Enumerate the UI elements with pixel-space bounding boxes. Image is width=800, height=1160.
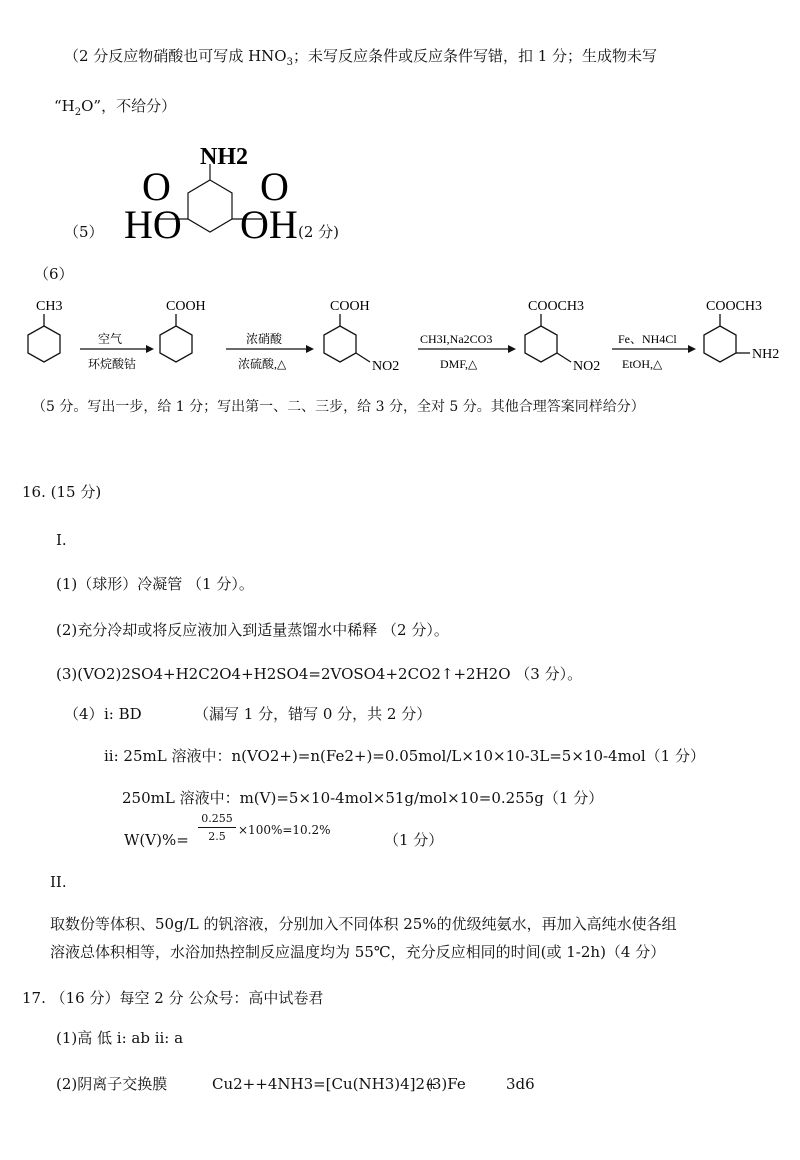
q17-line2-d: 3d6 bbox=[506, 1075, 535, 1093]
compound-4-substituent: NO2 bbox=[573, 359, 601, 374]
q16-answer-3: (3)(VO2)2SO4+H2C2O4+H2SO4=2VOSO4+2CO2↑+2H2O （3 分）。 bbox=[56, 665, 583, 683]
arrow-4-top: Fe、NH4Cl bbox=[618, 332, 677, 346]
arrow-1-bottom: 环烷酸钴 bbox=[88, 357, 137, 371]
q16-w-rest: ×100%=10.2% bbox=[238, 823, 331, 837]
q15-5-o2: O bbox=[260, 164, 289, 209]
q17-line2-c: (3)Fe bbox=[426, 1075, 466, 1093]
arrow-3-top: CH3I,Na2CO3 bbox=[420, 332, 493, 346]
q15-6-route bbox=[0, 290, 800, 390]
q15-6-label: （6） bbox=[34, 265, 74, 283]
q16-w-fraction bbox=[198, 812, 236, 843]
q16-part-ii: II. bbox=[50, 873, 67, 891]
q16-heading: 16. (15 分) bbox=[22, 483, 102, 501]
q16-answer-4-i: i: BD bbox=[104, 705, 142, 723]
q16-ii-line1: 取数份等体积、50g/L 的钒溶液，分别加入不同体积 25%的优级纯氨水，再加入高纯水使各组 bbox=[50, 915, 677, 933]
arrow-2-top: 浓硝酸 bbox=[246, 332, 283, 346]
q15-note-line2: “$H_2O$”，不给分） bbox=[54, 97, 177, 118]
q16-ii-line2: 溶液总体积相等，水浴加热控制反应温度均为 55℃，充分反应相同的时间(或 1-2h)（4 分） bbox=[50, 943, 666, 961]
compound-2-label: COOH bbox=[166, 299, 206, 314]
compound-4-label: COOCH3 bbox=[528, 299, 585, 314]
q16-w-denominator: 2.5 bbox=[198, 827, 236, 843]
q17-line1: (1)高 低 i: ab ii: a bbox=[56, 1029, 184, 1047]
q15-5-score: (2 分) bbox=[298, 223, 340, 241]
q15-6-note: （5 分。写出一步，给 1 分；写出第一、二、三步，给 3 分，全对 5 分。其他合理答案同样给分） bbox=[32, 399, 645, 415]
compound-5-label: COOCH3 bbox=[706, 299, 763, 314]
q16-w-label: W(V)%= bbox=[124, 831, 189, 849]
q17-heading: 17. （16 分）每空 2 分 公众号：高中试卷君 bbox=[22, 989, 324, 1007]
q15-5-structure bbox=[120, 140, 300, 250]
arrow-2-bottom: 浓硫酸,△ bbox=[238, 357, 287, 371]
q15-5-oh: OH bbox=[240, 202, 298, 247]
q16-answer-4-i-note: （漏写 1 分，错写 0 分，共 2 分） bbox=[194, 705, 432, 723]
q16-w-numerator: 0.255 bbox=[201, 812, 233, 825]
q16-part-i: I. bbox=[56, 531, 67, 549]
compound-3-substituent: NO2 bbox=[372, 359, 400, 374]
q16-answer-4-iii: 250mL 溶液中：m(V)=5×10-4mol×51g/mol×10=0.255g（1 分） bbox=[122, 789, 604, 807]
q16-answer-4-label: （4） bbox=[64, 705, 104, 723]
q17-line2-a: (2)阴离子交换膜 bbox=[56, 1075, 168, 1093]
q15-5-ho: HO bbox=[124, 202, 182, 247]
q16-answer-2: (2)充分冷却或将反应液加入到适量蒸馏水中稀释 （2 分）。 bbox=[56, 621, 449, 639]
compound-1-label: CH3 bbox=[36, 299, 63, 314]
arrow-1-top: 空气 bbox=[98, 332, 123, 346]
q17-line2-b: Cu2++4NH3=[Cu(NH3)4]2+ bbox=[212, 1075, 438, 1093]
q15-note-line1: （2 分反应物硝酸也可写成 $HNO_3$；未写反应条件或反应条件写错，扣 1 分；生成物未写 bbox=[64, 47, 658, 68]
arrow-3-bottom: DMF,△ bbox=[440, 357, 478, 371]
compound-5-substituent: NH2 bbox=[752, 347, 780, 362]
q15-5-o1: O bbox=[142, 164, 171, 209]
q15-5-top-text: NH2 bbox=[200, 144, 248, 170]
q16-answer-1: (1)（球形）冷凝管 （1 分）。 bbox=[56, 575, 254, 593]
compound-3-label: COOH bbox=[330, 299, 370, 314]
q15-5-label: （5） bbox=[64, 223, 104, 241]
q16-w-score: （1 分） bbox=[384, 831, 444, 849]
q16-answer-4-ii: ii: 25mL 溶液中：n(VO2+)=n(Fe2+)=0.05mol/L×10×10-3L=5×10-4mol（1 分） bbox=[104, 747, 705, 765]
arrow-4-bottom: EtOH,△ bbox=[622, 357, 663, 371]
